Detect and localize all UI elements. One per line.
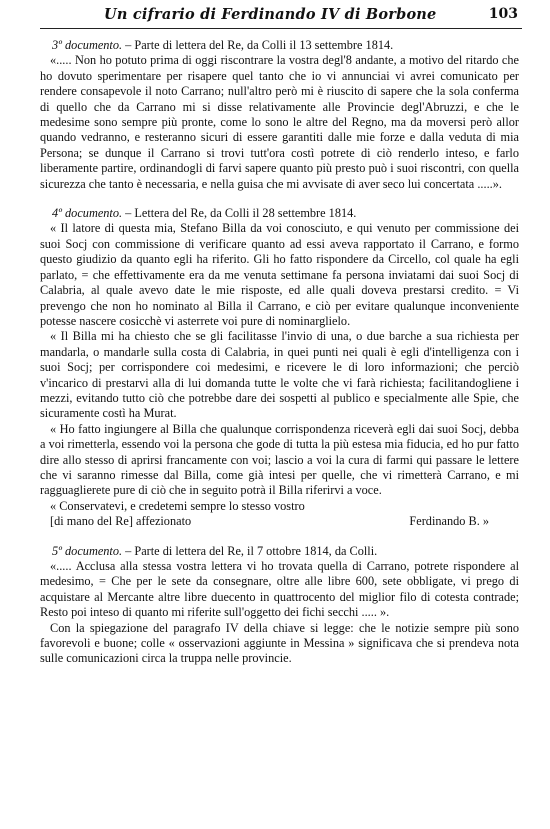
document-4-signature: Ferdinando B. » [409, 514, 489, 529]
document-3-heading-text: – Parte di lettera del Re, da Colli il 13 settembre 1814. [122, 38, 394, 52]
document-4-heading [40, 206, 519, 221]
document-4-heading-text: – Lettera del Re, da Colli il 28 settembre 1814. [122, 206, 357, 221]
document-4-closing [40, 514, 519, 529]
running-title: Un cifrario di Ferdinando IV di Borbone [104, 6, 437, 23]
document-3-text: «..... Non ho potuto prima di oggi riscontrare la vostra degl'8 andante, a motivo del ritardo che ho dovuto sperimentare per risapere quel tanto che io vi annunciai vi avrei comunicato per rendere consapevole il noto Carrano; null'altro però mi è riuscito di sapere che la sola conferma di quello che da Carrano mi si disse relativamente alle Provincie degl'Abruzzi, e che le medesime sono sempre più pronte, come lo sono le altre del Regno, ma da moversi però allor quando vedranno, e resteranno sicuri di essere garantiti dalle mie forze e dalla veduta di mia Persona; se dunque il Carrano si trovi tutt'ora costì potrete di ciò renderlo inteso, e farlo liberamente partire, ordinandogli di farvi sapere quanto più presto può i suoi riscontri, con quella sicurezza che tanto è necessaria, e nella guisa che mi avvisate di aver seco lui concertata .....». [40, 53, 519, 191]
document-4-paragraph-3: « Ho fatto ingiungere al Billa che qualunque corrispondenza riceverà egli dai suoi Socj, debba a voi rimetterla, essendo voi la persona che gode di tutta la più estesa mia fiducia, ed ho pur fatto dire allo stesso di aprirsi francamente con voi; lascio a voi la cura di farmi qui passare le lettere che vi saranno rimesse dal Billa, come già intesi per quelle, che vi rimetterà Carrano, e mi ragguaglierete pure di ciò che in seguito potrà il Billa riferirvi a voce. [40, 421, 519, 498]
document-5-heading [40, 544, 519, 559]
document-5-label: 5º documento. [52, 543, 123, 558]
page-number: 103 [488, 6, 518, 22]
document-5-heading-text: – Parte di lettera del Re, il 7 ottobre 1814, da Colli. [122, 543, 378, 558]
document-3-heading [40, 38, 519, 53]
document-3-label: 3º documento. [52, 38, 123, 52]
document-4-paragraph-1: « Il latore di questa mia, Stefano Billa da voi conosciuto, e qui venuto per commissione dei suoi Socj con commissione di verificare quanto ad essi aveva rapportato il Carrano, e formo questo giudizio da quanto egli ha riferito. Gli ho fatto rispondere da Circello, col quale ha egli parlato, = che effettivamente era da me venuta settimane fa persona inviatami dai suoi Socj di Calabria, al quale avevo date le mie risposte, ed alle quali doveva prestarsi credito. = Vi prevengo che non ho nominato al Billa il Carrano, e ciò per evitare qualunque inconveniente potesse nascere cosicchè vi asterrete voi pure di nominarglielo. [40, 221, 519, 328]
document-4-label: 4º documento. [52, 206, 123, 221]
commentary-paragraph: Con la spiegazione del paragrafo IV della chiave si legge: che le notizie sempre più sono favorevoli e buone; colle « osservazioni aggiunte in Messina » significava che si prendeva nota sulle comunicazioni circa la truppa nelle provincie. [40, 620, 519, 665]
running-header [40, 4, 522, 29]
page-body [40, 38, 519, 666]
document-4-hand-note: [di mano del Re] affezionato [50, 514, 192, 529]
document-4-paragraph-2: « Il Billa mi ha chiesto che se gli facilitasse l'invio di una, o due barche a sua richiesta per mandarla, o mandarle sulla costa di Calabria, in quei punti nei quali è egli d'intelligenza con i suoi Socj; per corrispondere coi medesimi, e ricevere le di loro informazioni; che perciò v'incarico di prestarvi alla di lui domanda tutte le volte che vi farà richiesta; facilitandogliene i mezzi, evitando tutto ciò che potrebbe dare dei sospetti al publico e specialmente alle Spie, che sicuramente costì ha Murat. [40, 329, 519, 421]
document-5-text: «..... Acclusa alla stessa vostra lettera vi ho trovata quella di Carrano, potrete rispondere al medesimo, = Che per le sete da consegnare, oltre alle libre 600, sete obbligate, vi prego di acquistare al Mercante altre libre duecento in quattrocento del miglior filo di cotesta contrade; Resto poi inteso di quanto mi riferite sull'oggetto dei fichi secchi ..... ». [40, 559, 519, 620]
document-4-greeting: « Conservatevi, e credetemi sempre lo stesso vostro [50, 498, 305, 513]
